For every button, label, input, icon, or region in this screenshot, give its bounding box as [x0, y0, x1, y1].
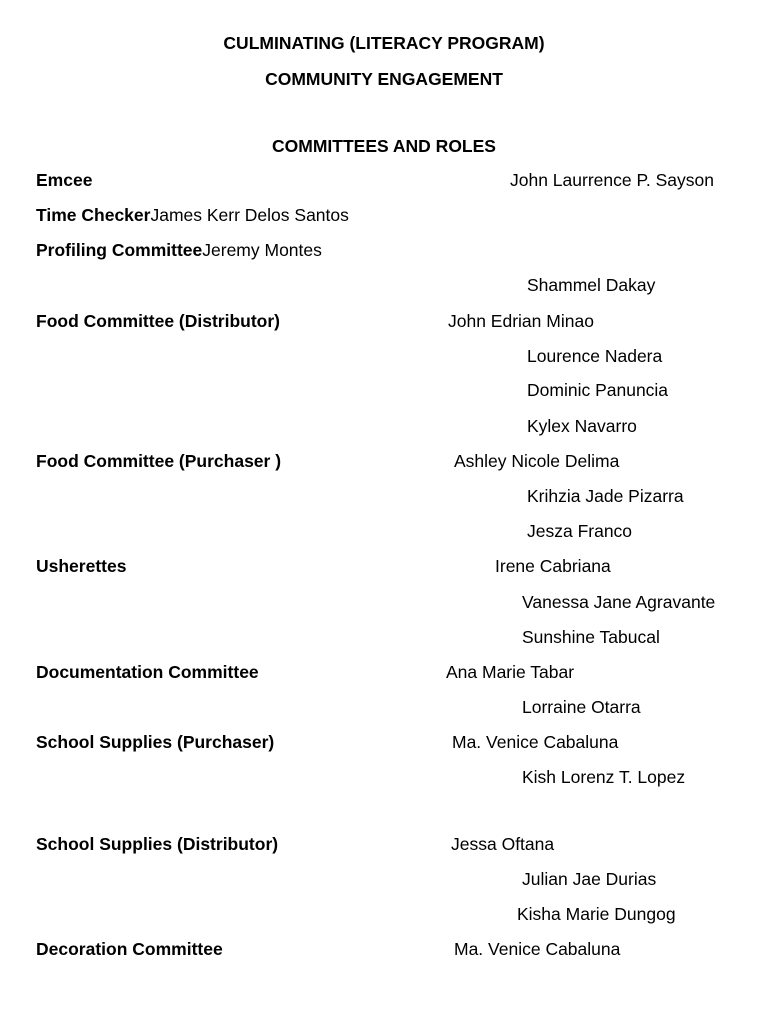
role-school-supplies-distributor: School Supplies (Distributor)	[36, 834, 279, 854]
document-title: CULMINATING (LITERACY PROGRAM)	[223, 33, 545, 53]
member-name: Ashley Nicole Delima	[454, 451, 620, 471]
profiling-committee-line	[36, 240, 322, 260]
member-name: Jesza Franco	[527, 521, 633, 541]
role-time-checker: Time Checker	[36, 205, 151, 225]
role-usherettes: Usherettes	[36, 556, 127, 576]
member-name: Kisha Marie Dungog	[517, 904, 676, 924]
role-school-supplies-purchaser: School Supplies (Purchaser)	[36, 732, 275, 752]
member-name: Sunshine Tabucal	[522, 627, 660, 647]
member-name: Vanessa Jane Agravante	[522, 592, 716, 612]
member-name: Shammel Dakay	[527, 275, 656, 295]
member-name: Kish Lorenz T. Lopez	[522, 767, 686, 787]
member-name: Lorraine Otarra	[522, 697, 641, 717]
role-emcee: Emcee	[36, 170, 93, 190]
member-name: Julian Jae Durias	[522, 869, 657, 889]
member-name: Jessa Oftana	[451, 834, 555, 854]
member-name: Krihzia Jade Pizarra	[527, 486, 684, 506]
role-profiling-committee: Profiling Committee	[36, 240, 203, 260]
role-documentation-committee: Documentation Committee	[36, 662, 259, 682]
member-name: Ana Marie Tabar	[446, 662, 575, 682]
member-name: Kylex Navarro	[527, 416, 637, 436]
member-name: John Edrian Minao	[448, 311, 594, 331]
member-name: Ma. Venice Cabaluna	[454, 939, 621, 959]
time-checker-line	[36, 205, 349, 225]
member-name: Irene Cabriana	[495, 556, 611, 576]
member-name: Lourence Nadera	[527, 346, 663, 366]
role-decoration-committee: Decoration Committee	[36, 939, 223, 959]
member-name: Jeremy Montes	[202, 240, 322, 260]
document-subtitle: COMMUNITY ENGAGEMENT	[265, 69, 503, 89]
member-name: Ma. Venice Cabaluna	[452, 732, 619, 752]
role-food-committee-distributor: Food Committee (Distributor)	[36, 311, 281, 331]
member-name: Dominic Panuncia	[527, 380, 669, 400]
member-name: James Kerr Delos Santos	[150, 205, 349, 225]
section-heading: COMMITTEES AND ROLES	[272, 136, 496, 156]
member-name: John Laurrence P. Sayson	[510, 170, 714, 190]
role-food-committee-purchaser: Food Committee (Purchaser )	[36, 451, 282, 471]
